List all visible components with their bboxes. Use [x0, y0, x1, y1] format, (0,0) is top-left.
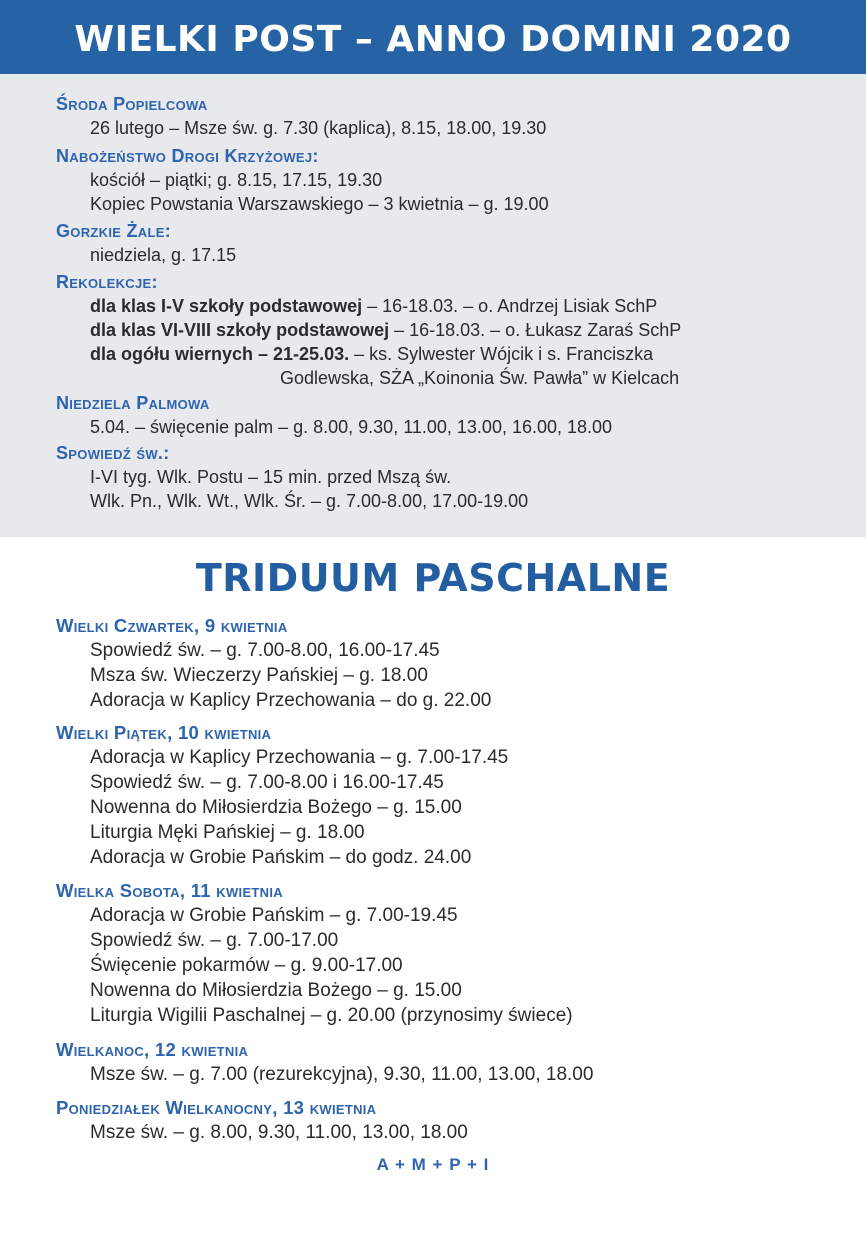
day-heading: Wielki Piątek, 10 kwietnia	[56, 722, 272, 743]
schedule-line: Adoracja w Kaplicy Przechowania – do g. 22.00	[90, 690, 492, 711]
schedule-line: Adoracja w Grobie Pańskim – g. 7.00-19.45	[90, 905, 458, 926]
retreat-group: dla klas I-V szkoły podstawowej	[90, 296, 363, 316]
schedule-line: 26 lutego – Msze św. g. 7.30 (kaplica), 8.15, 18.00, 19.30	[90, 118, 547, 138]
schedule-line: Msze św. – g. 8.00, 9.30, 11.00, 13.00, 18.00	[90, 1122, 468, 1143]
schedule-line: Spowiedź św. – g. 7.00-17.00	[90, 930, 339, 951]
triduum-day-holy-thursday	[56, 614, 826, 713]
schedule-line: Nowenna do Miłosierdzia Bożego – g. 15.00	[90, 797, 462, 818]
triduum-day-good-friday	[56, 721, 826, 870]
schedule-line: Spowiedź św. – g. 7.00-8.00, 16.00-17.45	[90, 640, 440, 661]
retreat-detail: – 16-18.03. – o. Łukasz Zaraś SchP	[389, 320, 682, 340]
schedule-line: Adoracja w Grobie Pańskim – do godz. 24.00	[90, 847, 472, 868]
header-banner	[0, 0, 866, 74]
schedule-line: 5.04. – święcenie palm – g. 8.00, 9.30, 11.00, 13.00, 16.00, 18.00	[90, 417, 613, 437]
schedule-line: Liturgia Wigilii Paschalnej – g. 20.00 (przynosimy świece)	[90, 1005, 573, 1026]
triduum-day-easter-monday	[56, 1096, 826, 1145]
lent-section-ash-wednesday	[56, 93, 826, 140]
section-heading: Rekolekcje:	[56, 272, 158, 292]
triduum-title: TRIDUUM PASCHALNE	[195, 556, 671, 600]
schedule-line: Adoracja w Kaplicy Przechowania – g. 7.00-17.45	[90, 747, 509, 768]
schedule-line: Święcenie pokarmów – g. 9.00-17.00	[90, 955, 403, 976]
retreat-group: dla klas VI-VIII szkoły podstawowej	[90, 320, 390, 340]
day-heading: Wielkanoc, 12 kwietnia	[56, 1039, 249, 1060]
schedule-line: Liturgia Męki Pańskiej – g. 18.00	[90, 822, 365, 843]
lent-section-palm-sunday	[56, 392, 826, 439]
section-heading: Środa Popielcowa	[56, 94, 208, 114]
day-heading: Wielka Sobota, 11 kwietnia	[56, 880, 283, 901]
retreat-continuation: Godlewska, SŻA „Koinonia Św. Pawła” w Kielcach	[280, 368, 680, 388]
schedule-line: Nowenna do Miłosierdzia Bożego – g. 15.00	[90, 980, 462, 1001]
retreat-line	[56, 294, 826, 318]
lent-section-stations	[56, 145, 826, 216]
lent-section-gorzkie-zale	[56, 220, 826, 267]
triduum-day-easter	[56, 1038, 826, 1087]
triduum-day-holy-saturday	[56, 879, 826, 1028]
retreat-group: dla ogółu wiernych – 21-25.03.	[90, 344, 350, 364]
schedule-line: Msza św. Wieczerzy Pańskiej – g. 18.00	[90, 665, 428, 686]
motto: A + M + P + I	[376, 1155, 490, 1174]
section-heading: Spowiedź św.:	[56, 443, 170, 463]
day-heading: Wielki Czwartek, 9 kwietnia	[56, 615, 288, 636]
section-heading: Nabożeństwo Drogi Krzyżowej:	[56, 146, 319, 166]
page-title: WIELKI POST – ANNO DOMINI 2020	[74, 19, 792, 60]
lent-section-confession	[56, 442, 826, 513]
schedule-line: Wlk. Pn., Wlk. Wt., Wlk. Śr. – g. 7.00-8.00, 17.00-19.00	[90, 491, 529, 511]
retreat-line	[56, 318, 826, 342]
section-heading: Gorzkie Żale:	[56, 221, 172, 241]
schedule-line: I-VI tyg. Wlk. Postu – 15 min. przed Mszą św.	[90, 467, 452, 487]
schedule-line: kościół – piątki; g. 8.15, 17.15, 19.30	[90, 170, 383, 190]
day-heading: Poniedziałek Wielkanocny, 13 kwietnia	[56, 1097, 377, 1118]
schedule-line: niedziela, g. 17.15	[90, 245, 237, 265]
schedule-line: Spowiedź św. – g. 7.00-8.00 i 16.00-17.45	[90, 772, 444, 793]
retreat-line	[56, 342, 826, 366]
schedule-line: Kopiec Powstania Warszawskiego – 3 kwietnia – g. 19.00	[90, 194, 549, 214]
section-heading: Niedziela Palmowa	[56, 393, 210, 413]
retreat-detail: – 16-18.03. – o. Andrzej Lisiak SchP	[362, 296, 658, 316]
retreat-detail: – ks. Sylwester Wójcik i s. Franciszka	[349, 344, 654, 364]
lent-section-retreats	[56, 271, 826, 390]
schedule-line: Msze św. – g. 7.00 (rezurekcyjna), 9.30, 11.00, 13.00, 18.00	[90, 1064, 594, 1085]
